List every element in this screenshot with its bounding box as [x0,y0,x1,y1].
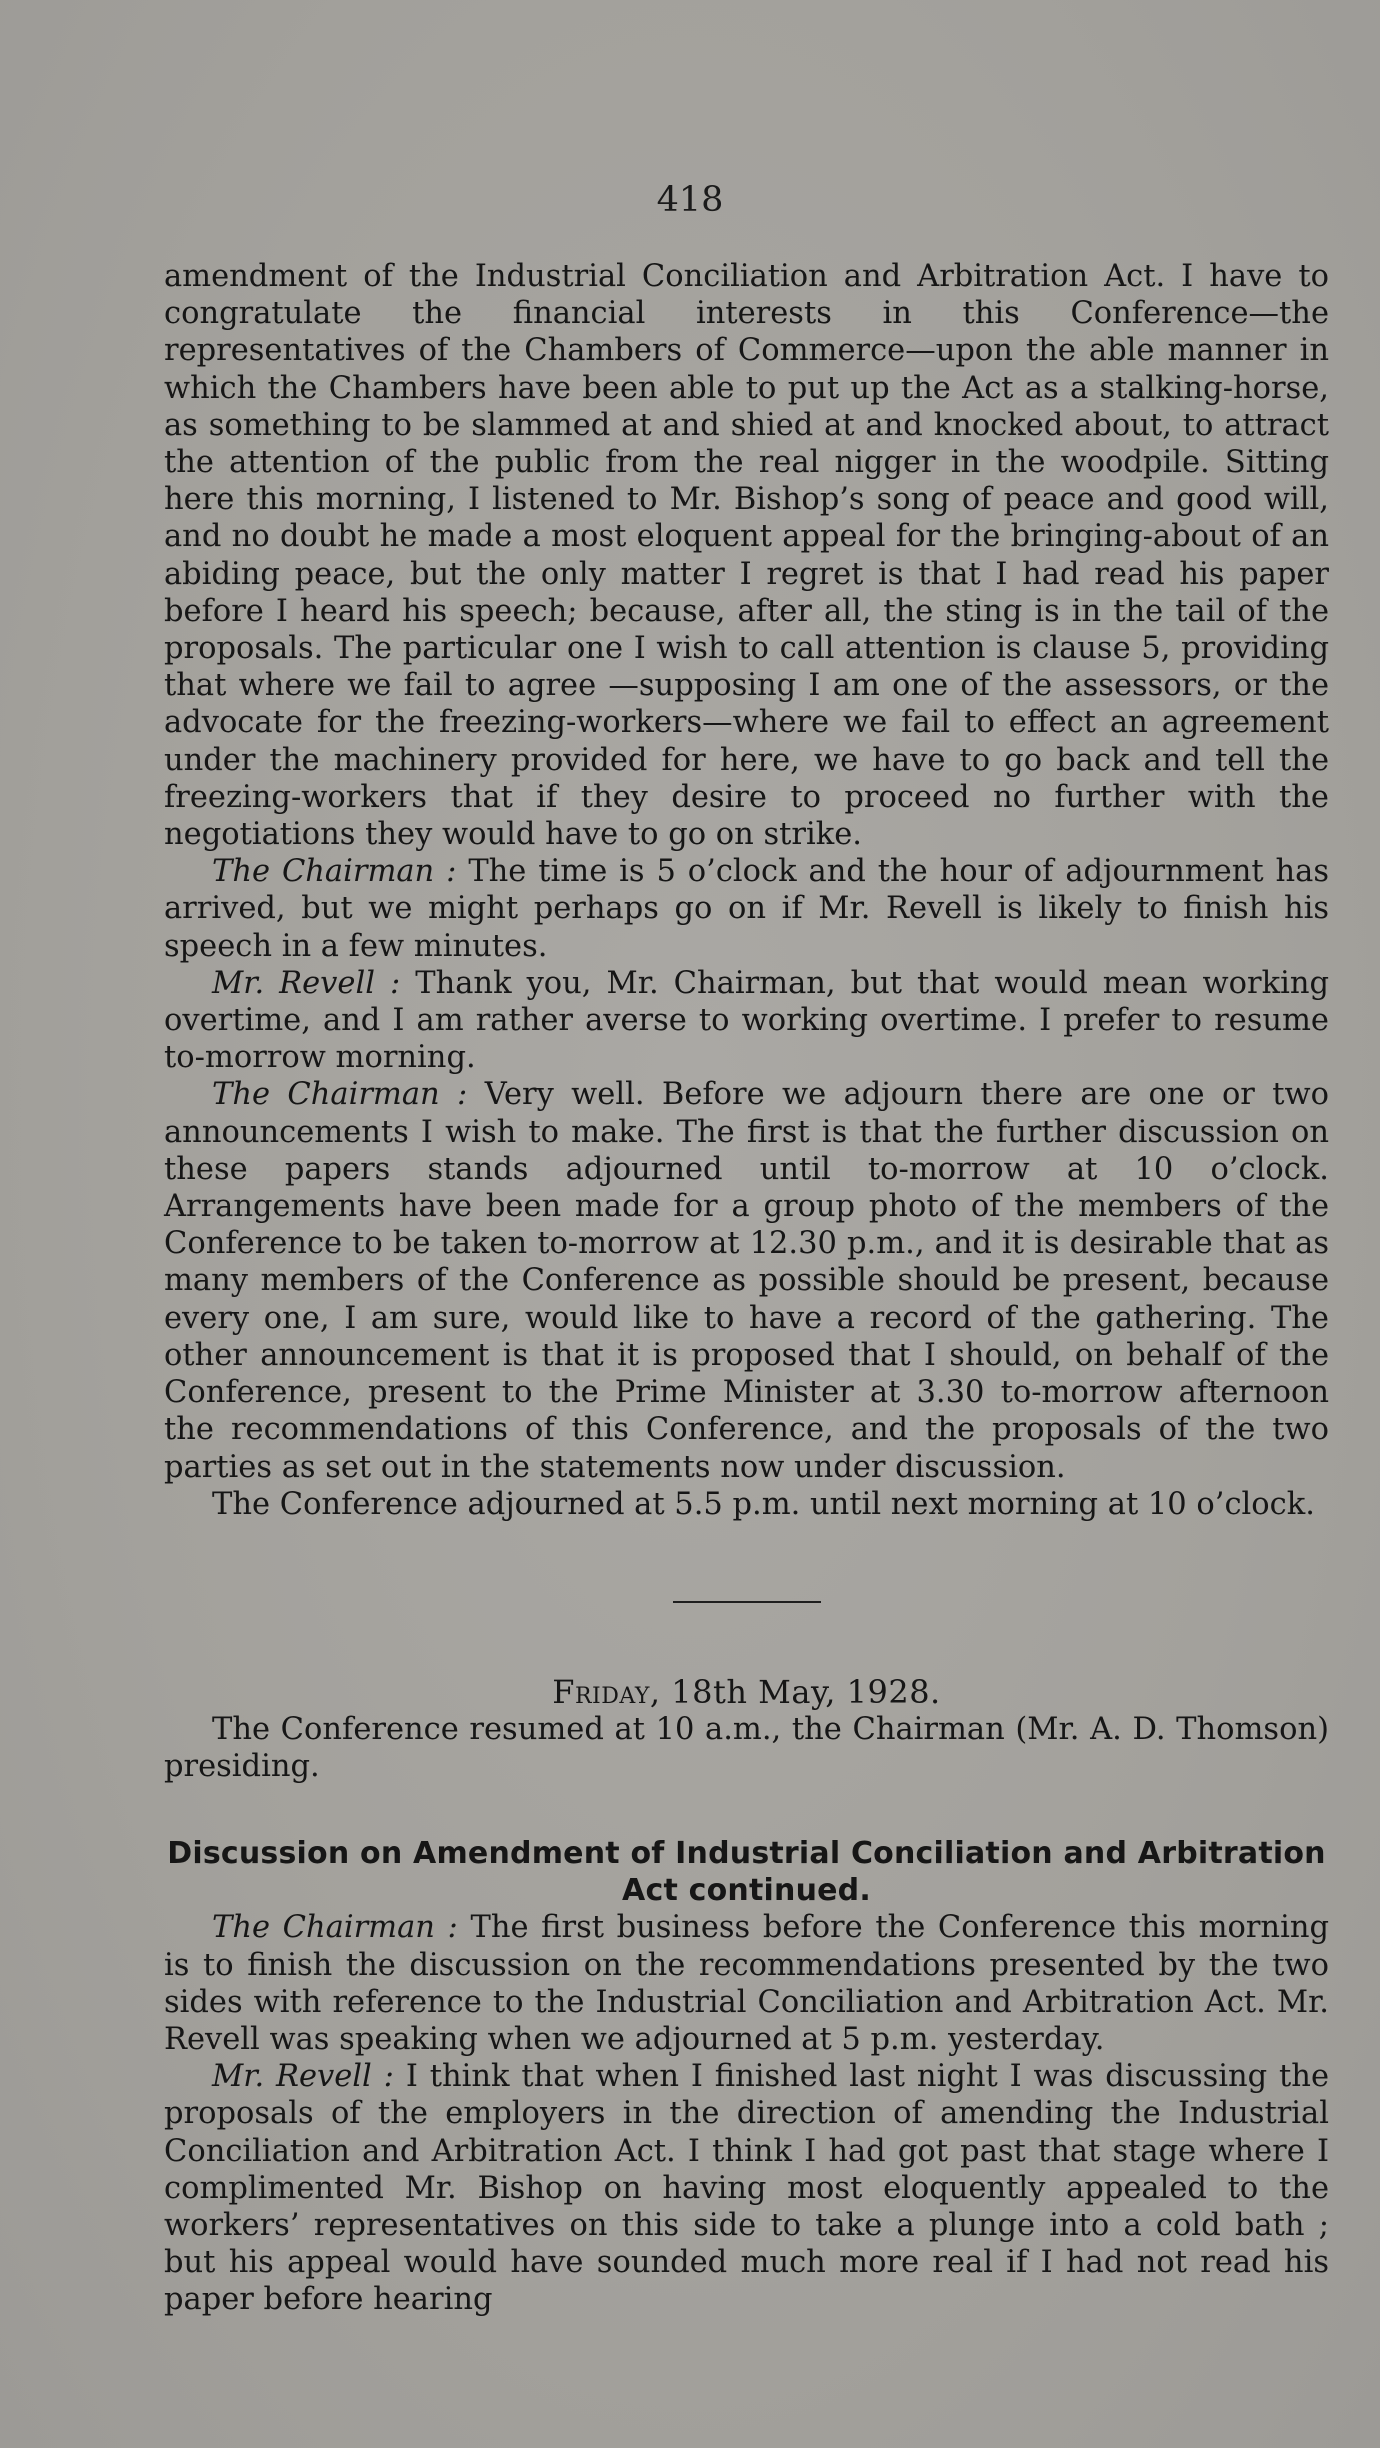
date-heading-rest: , 18th May, 1928. [649,1672,941,1711]
paragraph-revell-reply [164,965,1329,1077]
paragraph-text: Very well. Before we adjourn there are one or two announcements I wish to make. The first is that the further discussion on these papers stands adjourned until to-morrow at 10 o’clock. Arrangements have been made for a group photo of the members of the Conference to be taken to-morrow at 12.30 p.m., and it is desirable that as many members of the Conference as possible should be present, because every one, I am sure, would like to have a record of the gathering. The other announcement is that it is proposed that I should, on behalf of the Conference, present to the Prime Minister at 3.30 to-morrow afternoon the recommendations of this Conference, and the proposals of the two parties as set out in the statements now under discussion. [164,1077,1329,1485]
paragraph-text: I think that when I finished last night I was discussing the proposals of the employers in the direction of amending the Industrial Conciliation and Arbitration Act. I think I had got past that stage where I complimented Mr. Bishop on having most eloquently appealed to the workers’ representatives on this side to take a plunge into a cold bath ; but his appeal would have sounded much more real if I had not read his paper before hearing [164,2059,1329,2318]
section-heading [164,1835,1329,1909]
paragraph-chairman-adjournment [164,853,1329,965]
paragraph-chairman-opening [164,1909,1329,2058]
paragraph-text: The Conference resumed at 10 a.m., the Chairman (Mr. A. D. Thomson) presiding. [164,1711,1329,1785]
paragraph-adjourned [164,1486,1329,1523]
speaker-name: Mr. Revell : [212,2059,394,2095]
paragraph-text: amendment of the Industrial Conciliation and Arbitration Act. I have to congratulate the financial interests in this Conference—the representatives of the Chambers of Commerce—upon the able manner in which the Chambers have been able to put up the Act as a stalking-horse, as something to be slammed at and shied at and knocked about, to attract the attention of the public from the real nigger in the woodpile. Sitting here this morning, I listened to Mr. Bishop’s song of peace and good will, and no doubt he made a most eloquent appeal for the bringing-about of an abiding peace, but the only matter I regret is that I had read his paper before I heard his speech; because, after all, the sting is in the tail of the proposals. The particular one I wish to call attention is clause 5, providing that where we fail to agree —supposing I am one of the assessors, or the advocate for the freezing-workers—where we fail to effect an agreement under the machinery provided for here, we have to go back and tell the freezing-workers that if they desire to proceed no further with the negotiations they would have to go on strike. [164,259,1329,853]
page-number: 418 [656,180,724,220]
speaker-name: The Chairman : [212,1077,468,1113]
page-body [164,258,1329,2319]
section-heading-line-2: Act continued. [622,1873,871,1909]
speaker-name: The Chairman : [212,1910,458,1946]
paragraph-revell-continues [164,2058,1329,2318]
speaker-name: The Chairman : [212,854,457,890]
paragraph-text: The Conference adjourned at 5.5 p.m. until next morning at 10 o’clock. [212,1486,1315,1522]
paragraph-text: The first business before the Conference this morning is to finish the discussion on the recommendations presented by the two sides with reference to the Industrial Conciliation and Arbitration Act. Mr. Revell was speaking when we adjourned at 5 p.m. yesterday. [164,1910,1329,2057]
date-heading-day: Friday [552,1672,650,1711]
paragraph-resumed [164,1711,1329,1785]
paragraph-text: Thank you, Mr. Chairman, but that would mean working overtime, and I am rather averse to working overtime. I prefer to resume to-morrow morning. [164,965,1330,1076]
speaker-name: Mr. Revell : [212,965,401,1001]
date-heading [164,1673,1329,1711]
paragraph-text: The time is 5 o’clock and the hour of adjournment has arrived, but we might perhaps go on if Mr. Revell is likely to finish his speech in a few minutes. [164,854,1330,964]
paragraph-continued [164,258,1329,853]
section-heading-line-1: Discussion on Amendment of Industrial Conciliation and Arbitration [167,1836,1326,1872]
section-divider [673,1601,821,1603]
paragraph-chairman-announcements [164,1076,1329,1485]
